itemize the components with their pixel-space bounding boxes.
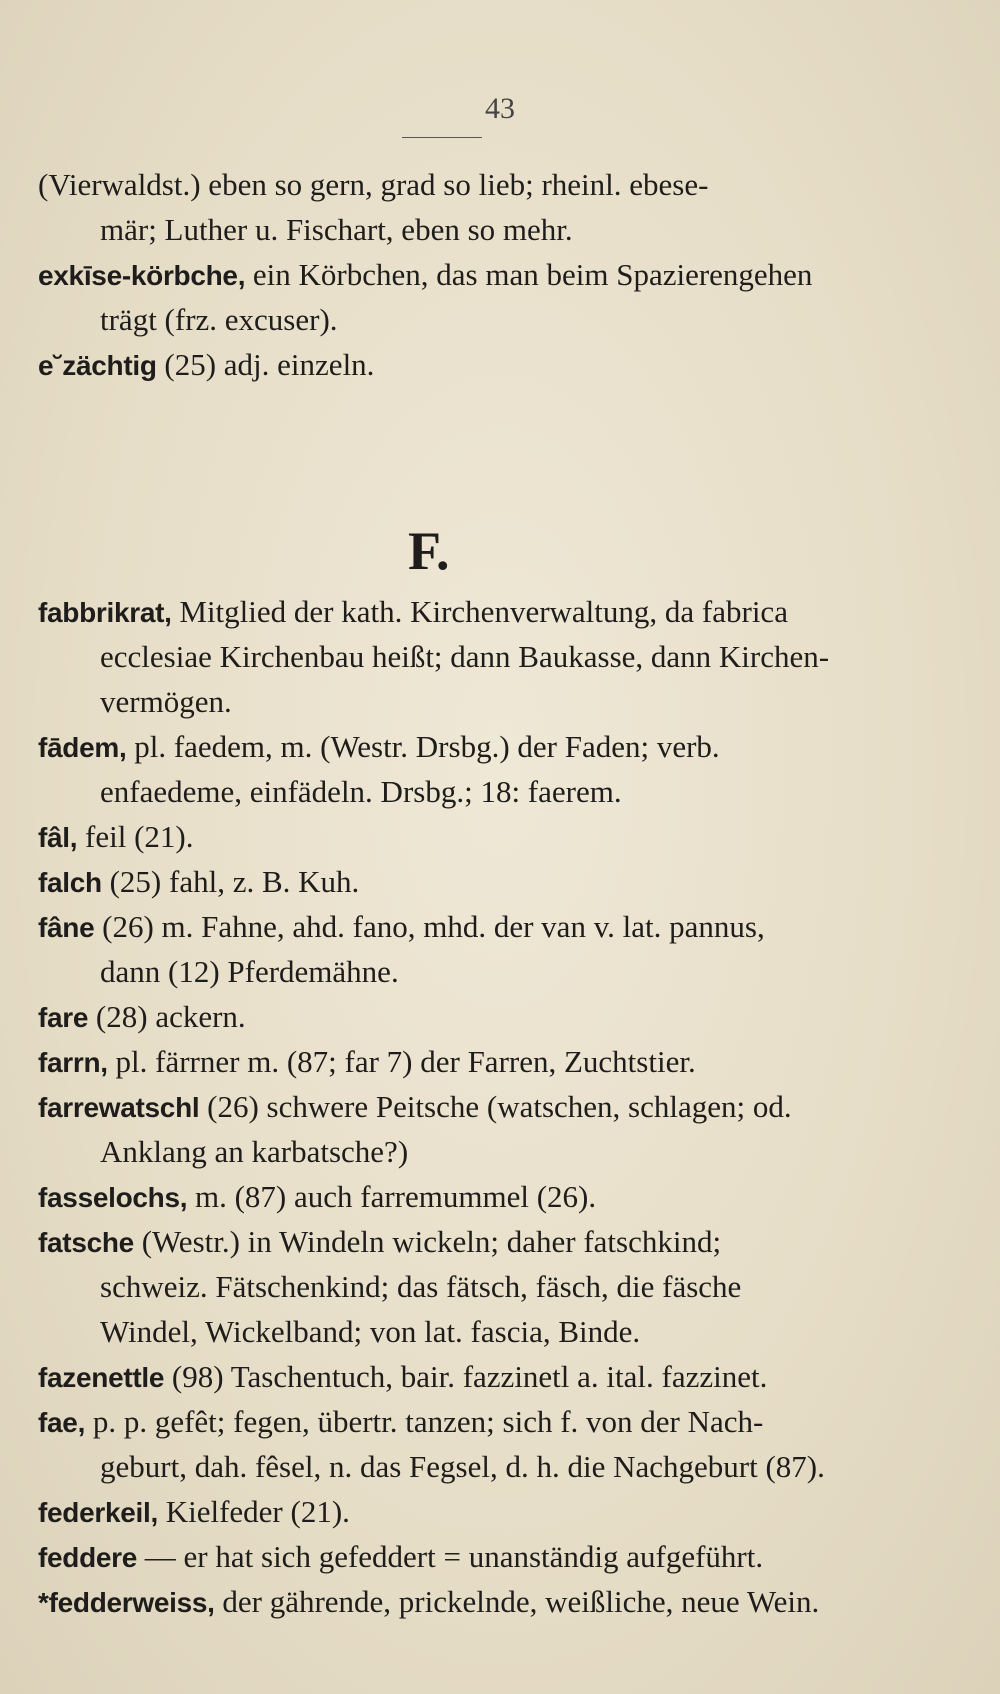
page-number: 43	[485, 92, 515, 125]
entry-text: vermögen.	[100, 684, 232, 719]
entry-text: (26) m. Fahne, ahd. fano, mhd. der van v. lat. pannus,	[94, 909, 765, 944]
entry-text: Anklang an karbatsche?)	[100, 1134, 409, 1169]
entry-line	[38, 343, 374, 387]
entry-text: dann (12) Pferdemähne.	[100, 954, 399, 989]
entry-line	[38, 815, 193, 859]
entry-text: ein Körbchen, das man beim Spazierengehen	[245, 257, 813, 292]
headword: fazenettle	[38, 1362, 165, 1393]
headword: fâl,	[38, 822, 78, 853]
entry-text: p. p. gefêt; fegen, übertr. tanzen; sich f. von der Nach-	[85, 1404, 764, 1439]
entry-line	[38, 1490, 350, 1534]
entry-text: (Westr.) in Windeln wickeln; daher fatschkind;	[133, 1224, 722, 1259]
entry-line	[38, 1535, 763, 1579]
entry-line	[38, 1400, 763, 1444]
entry-text: pl. färrner m. (87; far 7) der Farren, Zuchtstier.	[107, 1044, 696, 1079]
entry-line	[100, 950, 399, 994]
entry-line	[100, 635, 829, 679]
entry-line	[100, 680, 232, 724]
entry-line	[38, 590, 788, 634]
entry-text: der gährende, prickelnde, weißliche, neue Wein.	[214, 1584, 820, 1619]
entry-text: enfaedeme, einfädeln. Drsbg.; 18: faerem.	[100, 774, 622, 809]
entry-text: schweiz. Fätschenkind; das fätsch, fäsch, die fäsche	[100, 1269, 742, 1304]
entry-text: (28) ackern.	[88, 999, 246, 1034]
headword: exkīse-körbche,	[38, 260, 246, 291]
entry-text: (25) adj. einzeln.	[156, 347, 375, 382]
entry-line	[38, 905, 765, 949]
entry-text: ecclesiae Kirchenbau heißt; dann Baukasse, dann Kirchen-	[100, 639, 830, 674]
entry-line	[38, 995, 246, 1039]
entry-text: (98) Taschentuch, bair. fazzinetl a. ital. fazzinet.	[164, 1359, 768, 1394]
entry-line	[100, 208, 573, 252]
headword: fabbrikrat,	[38, 597, 172, 628]
entry-text: trägt (frz. excuser).	[100, 302, 338, 337]
entry-text: (25) fahl, z. B. Kuh.	[101, 864, 360, 899]
entry-line	[100, 770, 622, 814]
headword: fâne	[38, 912, 95, 943]
entry-line	[100, 1130, 408, 1174]
headword: e˘zächtig	[38, 350, 157, 381]
entry-text: mär; Luther u. Fischart, eben so mehr.	[100, 212, 573, 247]
headword: *fedderweiss,	[38, 1587, 215, 1618]
entry-line	[100, 1445, 825, 1489]
entry-line	[38, 860, 359, 904]
entry-line	[38, 163, 708, 207]
headword: fae,	[38, 1407, 86, 1438]
entry-text: (26) schwere Peitsche (watschen, schlagen; od.	[199, 1089, 792, 1124]
entry-line	[38, 1175, 596, 1219]
entry-line	[38, 1085, 792, 1129]
entry-line	[100, 1310, 640, 1354]
entry-line	[100, 298, 338, 342]
headword: federkeil,	[38, 1497, 158, 1528]
entry-line	[38, 1220, 721, 1264]
entry-text: pl. faedem, m. (Westr. Drsbg.) der Faden; verb.	[126, 729, 720, 764]
headword: farrn,	[38, 1047, 108, 1078]
entry-text: geburt, dah. fêsel, n. das Fegsel, d. h. die Nachgeburt (87).	[100, 1449, 825, 1484]
entry-line	[38, 253, 812, 297]
headword: farrewatschl	[38, 1092, 200, 1123]
entry-line	[38, 1580, 819, 1624]
headword: fādem,	[38, 732, 127, 763]
entry-text: feil (21).	[77, 819, 194, 854]
headword: feddere	[38, 1542, 138, 1573]
entry-line	[38, 1355, 767, 1399]
entry-text: — er hat sich gefeddert = unanständig aufgeführt.	[137, 1539, 764, 1574]
entry-text: Windel, Wickelband; von lat. fascia, Binde.	[100, 1314, 641, 1349]
page-number-rule	[402, 137, 482, 138]
entry-line	[38, 725, 720, 769]
entry-text: m. (87) auch farremummel (26).	[187, 1179, 597, 1214]
headword: fatsche	[38, 1227, 134, 1258]
entry-line	[100, 1265, 741, 1309]
entry-text: Kielfeder (21).	[157, 1494, 350, 1529]
entry-line	[38, 1040, 696, 1084]
headword: falch	[38, 867, 102, 898]
headword: fasselochs,	[38, 1182, 188, 1213]
entry-text: (Vierwaldst.) eben so gern, grad so lieb; rheinl. ebese-	[38, 167, 709, 202]
entry-text: Mitglied der kath. Kirchenverwaltung, da fabrica	[171, 594, 788, 629]
headword: fare	[38, 1002, 89, 1033]
section-letter: F.	[408, 521, 450, 581]
